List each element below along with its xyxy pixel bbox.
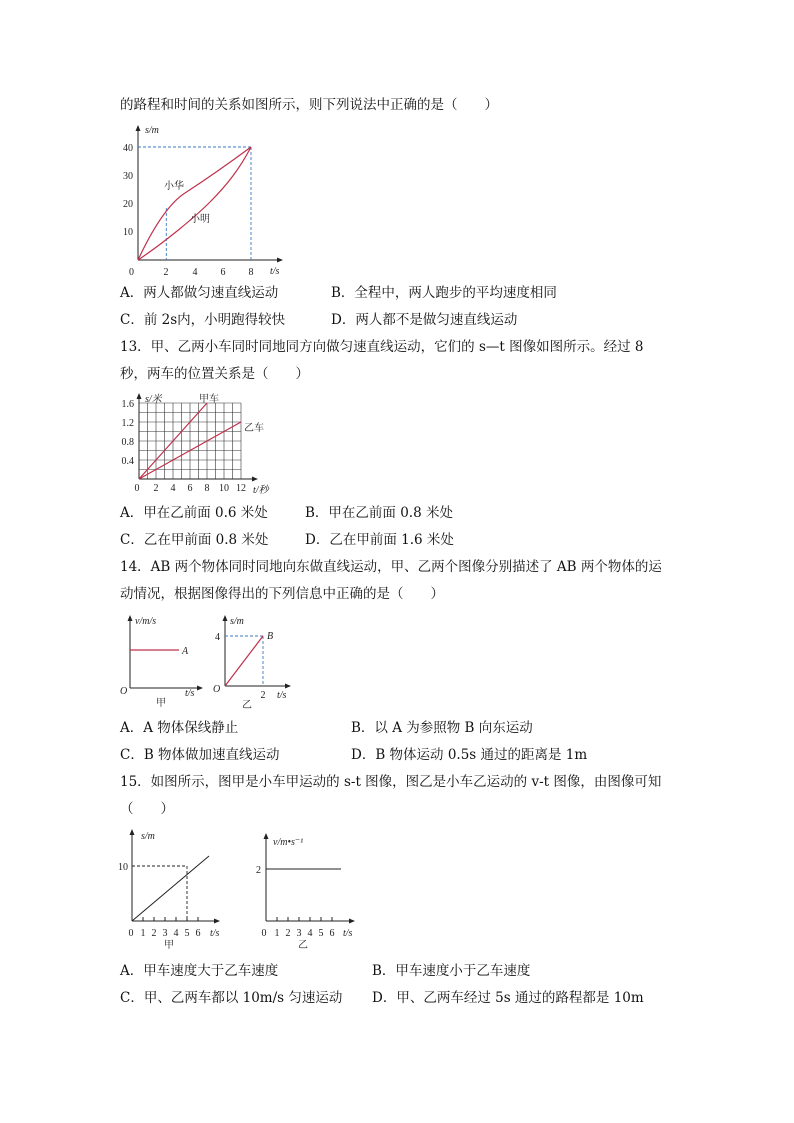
q13-ylabel: s/米 (145, 394, 162, 405)
q12-xtick-2: 2 (163, 267, 169, 278)
q14-label-a: A (182, 646, 189, 657)
q14-option-a[interactable]: A．A 物体保线静止 (120, 720, 239, 736)
q15-jia-xtick-5: 5 (184, 928, 190, 939)
q14-jia-xlabel: t/s (185, 688, 195, 699)
q13-xtick-10: 10 (219, 483, 229, 494)
q13-option-a[interactable]: A．甲在乙前面 0.6 米处 (120, 505, 268, 521)
q12-xlabel: t/s (270, 266, 280, 277)
q12-xtick-8: 8 (248, 267, 254, 278)
q12-ytick-40: 40 (123, 143, 133, 154)
q13-ytick-0.8: 0.8 (121, 437, 134, 448)
q12-xtick-0: 0 (129, 267, 134, 278)
q15-jia-xtick-0: 0 (128, 928, 134, 939)
q13-option-d[interactable]: D．乙在甲前面 1.6 米处 (305, 532, 454, 548)
q13-chart (115, 392, 285, 497)
q15-jia-xtick-1: 1 (140, 928, 146, 939)
q15-yi-ticks (277, 917, 332, 921)
question-15-stem-1: 15．如图所示，图甲是小车甲运动的 s-t 图像，图乙是小车乙运动的 v-t 图像，由图像可知 (120, 774, 662, 790)
q14-option-c[interactable]: C．B 物体做加速直线运动 (120, 747, 280, 763)
q15-option-a[interactable]: A．甲车速度大于乙车速度 (120, 963, 279, 979)
q15-jia-caption: 甲 (164, 940, 174, 951)
q13-xtick-0: 0 (134, 483, 140, 494)
q12-axes (136, 125, 284, 263)
q15-option-c[interactable]: C．甲、乙两车都以 10m/s 匀速运动 (120, 990, 343, 1006)
q12-option-a[interactable]: A．两人都做匀速直线运动 (120, 285, 279, 301)
q15-jia-xtick-6: 6 (195, 928, 201, 939)
q12-xtick-6: 6 (220, 267, 226, 278)
q14-chart-yi (210, 612, 302, 712)
q15-yi-xtick-3: 3 (296, 928, 302, 939)
q14-yi-ylabel: s/m (230, 616, 244, 627)
q15-option-b[interactable]: B．甲车速度小于乙车速度 (372, 963, 531, 979)
q14-jia-caption: 甲 (156, 698, 166, 709)
q12-option-c[interactable]: C．前 2s内，小明跑得较快 (120, 312, 286, 328)
q12-ytick-30: 30 (123, 171, 133, 182)
q14-label-b: B (267, 631, 274, 642)
q15-jia-ytick-10: 10 (118, 862, 128, 873)
q15-chart-jia (113, 826, 233, 954)
q15-yi-xtick-4: 4 (307, 928, 313, 939)
q12-label-xiaoming: 小明 (190, 214, 210, 225)
q13-xtick-6: 6 (187, 483, 193, 494)
q13-ytick-1.6: 1.6 (121, 399, 134, 410)
q12-option-b[interactable]: B．全程中，两人跑步的平均速度相同 (331, 285, 557, 301)
q12-ytick-20: 20 (123, 199, 133, 210)
q13-option-b[interactable]: B．甲在乙前面 0.8 米处 (305, 505, 453, 521)
q14-jia-ylabel: v/m/s (135, 616, 157, 627)
q13-xtick-2: 2 (153, 483, 159, 494)
q13-label-yi: 乙车 (244, 423, 264, 434)
q15-jia-xtick-3: 3 (162, 928, 168, 939)
q15-jia-xlabel: t/s (210, 928, 220, 939)
question-12-stem: 的路程和时间的关系如图所示，则下列说法中正确的是（ ） (120, 97, 498, 113)
q14-yi-origin: O (213, 684, 221, 695)
q13-option-c[interactable]: C．乙在甲前面 0.8 米处 (120, 532, 269, 548)
q15-chart-yi (246, 826, 371, 954)
q14-yi-ytick-4: 4 (215, 632, 220, 643)
q13-xtick-8: 8 (204, 483, 210, 494)
q15-yi-xtick-6: 6 (329, 928, 335, 939)
q15-jia-xtick-2: 2 (151, 928, 157, 939)
q12-xtick-4: 4 (192, 267, 198, 278)
q13-label-jia: 甲车 (199, 394, 219, 405)
q13-xtick-4: 4 (170, 483, 176, 494)
q12-label-xiaohua: 小华 (164, 181, 184, 192)
q15-yi-xtick-1: 1 (274, 928, 280, 939)
question-13-stem-2: 秒，两车的位置关系是（ ） (120, 366, 309, 382)
q15-option-d[interactable]: D．甲、乙两车经过 5s 通过的路程都是 10m (372, 990, 644, 1006)
q15-jia-xtick-4: 4 (173, 928, 179, 939)
q12-chart (110, 122, 300, 282)
q15-yi-ylabel: v/m•s⁻¹ (273, 837, 304, 848)
q14-option-d[interactable]: D．B 物体运动 0.5s 通过的距离是 1m (351, 747, 588, 763)
q12-ylabel: s/m (145, 125, 159, 136)
q15-jia-ylabel: s/m (141, 831, 155, 842)
q12-curve-xiaoming (138, 147, 251, 260)
q14-chart-jia (115, 612, 207, 712)
question-14-stem-1: 14．AB 两个物体同时同地向东做直线运动，甲、乙两个图像分别描述了 AB 两个物体的运 (120, 559, 662, 575)
q14-option-b[interactable]: B．以 A 为参照物 B 向东运动 (351, 720, 533, 736)
q12-guides (138, 147, 251, 260)
q14-line-b (225, 636, 263, 686)
q14-yi-xlabel: t/s (277, 690, 287, 701)
question-15-stem-2: （ ） (120, 801, 174, 817)
q13-ytick-0.4: 0.4 (121, 456, 134, 467)
q13-ytick-1.2: 1.2 (121, 418, 134, 429)
q13-xtick-12: 12 (236, 483, 246, 494)
q12-ytick-10: 10 (123, 227, 133, 238)
q14-jia-origin: O (120, 686, 128, 697)
q15-yi-xtick-0: 0 (261, 928, 267, 939)
q12-curve-xiaohua (138, 147, 251, 260)
question-13-stem-1: 13．甲、乙两小车同时同地同方向做匀速直线运动，它们的 s—t 图像如图所示。经过 8 (120, 339, 644, 355)
q12-option-d[interactable]: D．两人都不是做匀速直线运动 (331, 312, 518, 328)
q15-yi-xtick-2: 2 (285, 928, 291, 939)
q13-xlabel: t/秒 (253, 485, 269, 496)
q15-yi-ytick-2: 2 (256, 865, 261, 876)
question-14-stem-2: 动情况，根据图像得出的下列信息中正确的是（ ） (120, 586, 444, 602)
q14-yi-caption: 乙 (242, 700, 252, 711)
q15-yi-caption: 乙 (298, 940, 308, 951)
q15-yi-xtick-5: 5 (318, 928, 324, 939)
q15-yi-xlabel: t/s (343, 928, 353, 939)
q13-grid (139, 403, 241, 479)
q14-yi-xtick-2: 2 (260, 690, 266, 701)
q15-jia-ticks (143, 917, 198, 921)
